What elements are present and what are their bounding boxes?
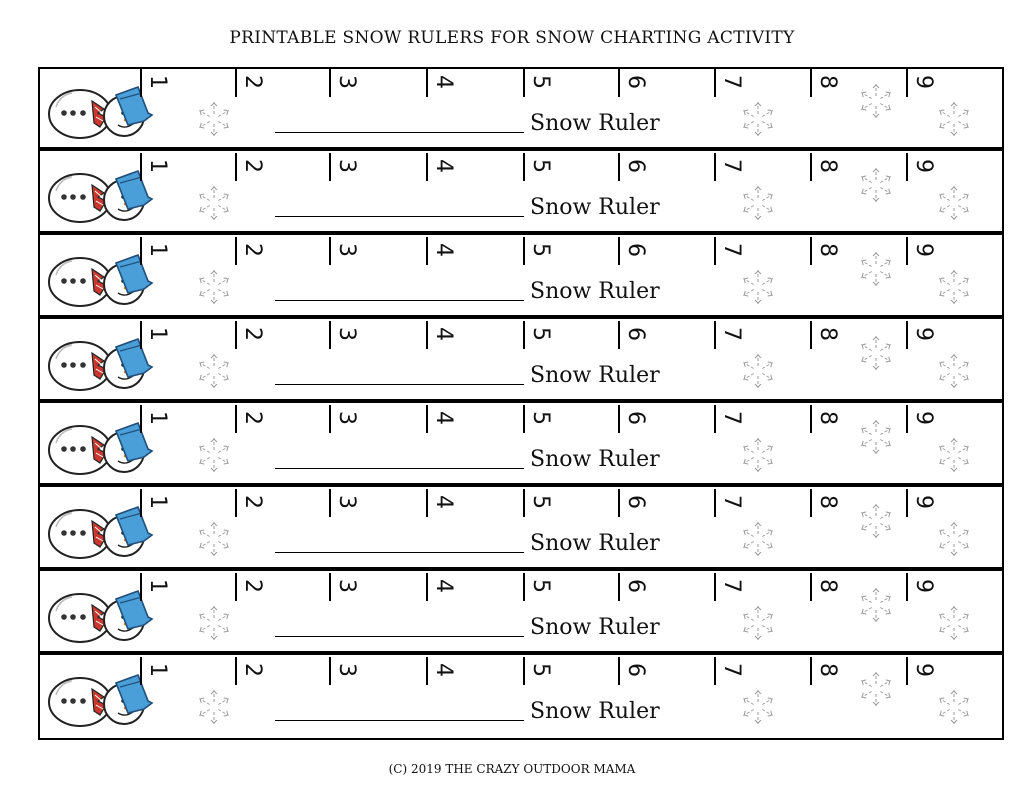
ruler-tick (523, 657, 525, 685)
ruler-number: 1 (145, 579, 170, 593)
snowflake-icon (736, 685, 780, 729)
snowflake-icon (736, 517, 780, 561)
ruler-number: 3 (334, 495, 359, 509)
ruler-number: 4 (431, 75, 456, 89)
ruler-number: 8 (815, 327, 840, 341)
copyright-footer: (C) 2019 THE CRAZY OUTDOOR MAMA (388, 762, 636, 776)
ruler-number: 6 (623, 663, 648, 677)
ruler-number: 7 (719, 579, 744, 593)
ruler-number: 9 (911, 579, 936, 593)
snow-ruler (40, 489, 1002, 571)
ruler-number: 4 (431, 159, 456, 173)
name-blank-line[interactable] (275, 468, 524, 469)
ruler-tick (140, 69, 142, 97)
ruler-tick (714, 153, 716, 181)
ruler-tick (810, 405, 812, 433)
ruler-number: 9 (911, 75, 936, 89)
ruler-number: 7 (719, 75, 744, 89)
ruler-tick (618, 237, 620, 265)
ruler-tick (426, 321, 428, 349)
snowflake-icon (854, 667, 898, 711)
snow-ruler (40, 321, 1002, 403)
ruler-number: 9 (911, 243, 936, 257)
ruler-tick (714, 237, 716, 265)
ruler-tick (523, 321, 525, 349)
snowflake-icon (736, 433, 780, 477)
snowflake-icon (932, 265, 976, 309)
ruler-tick (426, 405, 428, 433)
ruler-number: 5 (528, 159, 553, 173)
ruler-number: 5 (528, 411, 553, 425)
snowflake-icon (192, 265, 236, 309)
ruler-number: 2 (240, 159, 265, 173)
ruler-tick (235, 657, 237, 685)
snowflake-icon (854, 583, 898, 627)
name-blank-line[interactable] (275, 552, 524, 553)
ruler-tick (235, 489, 237, 517)
ruler-tick (140, 573, 142, 601)
ruler-tick (810, 657, 812, 685)
snowflake-icon (854, 163, 898, 207)
name-blank-line[interactable] (275, 132, 524, 133)
ruler-number: 5 (528, 243, 553, 257)
ruler-tick (523, 405, 525, 433)
ruler-number: 5 (528, 663, 553, 677)
ruler-number: 7 (719, 159, 744, 173)
snowflake-icon (854, 331, 898, 375)
snow-ruler (40, 573, 1002, 655)
ruler-number: 5 (528, 327, 553, 341)
ruler-tick (140, 405, 142, 433)
ruler-tick (329, 489, 331, 517)
ruler-tick (618, 153, 620, 181)
ruler-tick (523, 573, 525, 601)
snow-ruler (40, 237, 1002, 319)
ruler-number: 4 (431, 327, 456, 341)
ruler-tick (906, 237, 908, 265)
ruler-tick (140, 489, 142, 517)
ruler-tick (523, 69, 525, 97)
ruler-label: Snow Ruler (530, 447, 660, 472)
ruler-number: 9 (911, 327, 936, 341)
ruler-tick (714, 405, 716, 433)
ruler-number: 7 (719, 663, 744, 677)
ruler-number: 4 (431, 411, 456, 425)
ruler-number: 9 (911, 495, 936, 509)
ruler-number: 6 (623, 75, 648, 89)
snowflake-icon (192, 349, 236, 393)
ruler-number: 6 (623, 243, 648, 257)
ruler-tick (235, 573, 237, 601)
ruler-number: 7 (719, 495, 744, 509)
ruler-label: Snow Ruler (530, 279, 660, 304)
ruler-number: 1 (145, 243, 170, 257)
name-blank-line[interactable] (275, 300, 524, 301)
ruler-tick (906, 405, 908, 433)
ruler-tick (810, 321, 812, 349)
ruler-number: 2 (240, 663, 265, 677)
ruler-label: Snow Ruler (530, 531, 660, 556)
ruler-number: 4 (431, 663, 456, 677)
ruler-tick (618, 321, 620, 349)
ruler-tick (426, 237, 428, 265)
ruler-number: 1 (145, 327, 170, 341)
ruler-label: Snow Ruler (530, 615, 660, 640)
ruler-number: 2 (240, 243, 265, 257)
snowflake-icon (192, 517, 236, 561)
ruler-tick (426, 489, 428, 517)
ruler-tick (906, 69, 908, 97)
snowflake-icon (736, 601, 780, 645)
ruler-tick (618, 657, 620, 685)
ruler-number: 3 (334, 243, 359, 257)
ruler-number: 6 (623, 327, 648, 341)
ruler-tick (235, 237, 237, 265)
ruler-tick (810, 489, 812, 517)
snowflake-icon (854, 499, 898, 543)
ruler-tick (906, 489, 908, 517)
snowflake-icon (932, 181, 976, 225)
ruler-number: 3 (334, 327, 359, 341)
ruler-number: 2 (240, 75, 265, 89)
ruler-number: 8 (815, 411, 840, 425)
ruler-tick (235, 321, 237, 349)
ruler-tick (329, 321, 331, 349)
ruler-tick (714, 321, 716, 349)
snowflake-icon (192, 685, 236, 729)
ruler-number: 9 (911, 663, 936, 677)
ruler-number: 3 (334, 663, 359, 677)
ruler-number: 2 (240, 495, 265, 509)
snow-ruler (40, 69, 1002, 151)
ruler-number: 2 (240, 327, 265, 341)
ruler-tick (810, 69, 812, 97)
ruler-tick (140, 237, 142, 265)
ruler-tick (329, 153, 331, 181)
ruler-tick (714, 69, 716, 97)
ruler-tick (618, 489, 620, 517)
snowflake-icon (854, 415, 898, 459)
ruler-tick (810, 237, 812, 265)
ruler-tick (810, 153, 812, 181)
name-blank-line[interactable] (275, 216, 524, 217)
snow-ruler (40, 657, 1002, 738)
snowflake-icon (932, 97, 976, 141)
snowflake-icon (736, 181, 780, 225)
ruler-number: 3 (334, 579, 359, 593)
snow-ruler (40, 405, 1002, 487)
ruler-tick (523, 489, 525, 517)
ruler-number: 5 (528, 495, 553, 509)
ruler-number: 5 (528, 579, 553, 593)
ruler-tick (523, 237, 525, 265)
ruler-number: 8 (815, 663, 840, 677)
ruler-tick (523, 153, 525, 181)
ruler-tick (906, 153, 908, 181)
ruler-number: 1 (145, 495, 170, 509)
ruler-tick (235, 153, 237, 181)
ruler-tick (810, 573, 812, 601)
ruler-tick (714, 489, 716, 517)
ruler-tick (329, 405, 331, 433)
ruler-tick (329, 237, 331, 265)
ruler-label: Snow Ruler (530, 699, 660, 724)
ruler-number: 2 (240, 579, 265, 593)
ruler-sheet (38, 67, 1004, 740)
snowflake-icon (736, 265, 780, 309)
ruler-number: 5 (528, 75, 553, 89)
ruler-tick (329, 657, 331, 685)
ruler-number: 3 (334, 159, 359, 173)
ruler-tick (426, 153, 428, 181)
ruler-number: 7 (719, 327, 744, 341)
snowflake-icon (736, 97, 780, 141)
ruler-tick (329, 69, 331, 97)
ruler-label: Snow Ruler (530, 363, 660, 388)
ruler-label: Snow Ruler (530, 195, 660, 220)
snowflake-icon (932, 601, 976, 645)
ruler-number: 4 (431, 243, 456, 257)
ruler-number: 4 (431, 579, 456, 593)
ruler-tick (426, 69, 428, 97)
ruler-number: 6 (623, 579, 648, 593)
snowflake-icon (192, 433, 236, 477)
ruler-number: 9 (911, 411, 936, 425)
ruler-number: 6 (623, 411, 648, 425)
ruler-tick (329, 573, 331, 601)
ruler-number: 8 (815, 579, 840, 593)
snowflake-icon (736, 349, 780, 393)
snowflake-icon (192, 601, 236, 645)
ruler-number: 8 (815, 495, 840, 509)
snowflake-icon (932, 517, 976, 561)
ruler-number: 6 (623, 159, 648, 173)
ruler-label: Snow Ruler (530, 111, 660, 136)
ruler-tick (906, 657, 908, 685)
ruler-number: 3 (334, 75, 359, 89)
snowflake-icon (932, 685, 976, 729)
name-blank-line[interactable] (275, 636, 524, 637)
ruler-number: 8 (815, 159, 840, 173)
snowflake-icon (192, 181, 236, 225)
ruler-tick (906, 573, 908, 601)
ruler-tick (714, 573, 716, 601)
snowflake-icon (854, 247, 898, 291)
page-title: PRINTABLE SNOW RULERS FOR SNOW CHARTING ACTIVITY (229, 28, 795, 48)
ruler-number: 9 (911, 159, 936, 173)
ruler-number: 7 (719, 243, 744, 257)
ruler-number: 3 (334, 411, 359, 425)
ruler-tick (714, 657, 716, 685)
name-blank-line[interactable] (275, 720, 524, 721)
ruler-number: 1 (145, 159, 170, 173)
ruler-number: 8 (815, 75, 840, 89)
ruler-tick (618, 573, 620, 601)
snowflake-icon (854, 79, 898, 123)
ruler-tick (140, 153, 142, 181)
ruler-tick (235, 69, 237, 97)
ruler-number: 6 (623, 495, 648, 509)
ruler-number: 8 (815, 243, 840, 257)
ruler-tick (140, 321, 142, 349)
ruler-number: 2 (240, 411, 265, 425)
ruler-tick (426, 573, 428, 601)
snowflake-icon (192, 97, 236, 141)
ruler-number: 4 (431, 495, 456, 509)
ruler-tick (140, 657, 142, 685)
ruler-tick (906, 321, 908, 349)
ruler-tick (618, 405, 620, 433)
ruler-number: 1 (145, 75, 170, 89)
ruler-tick (618, 69, 620, 97)
ruler-tick (426, 657, 428, 685)
ruler-tick (235, 405, 237, 433)
snowflake-icon (932, 433, 976, 477)
name-blank-line[interactable] (275, 384, 524, 385)
ruler-number: 1 (145, 411, 170, 425)
snow-ruler (40, 153, 1002, 235)
snowflake-icon (932, 349, 976, 393)
ruler-number: 7 (719, 411, 744, 425)
ruler-number: 1 (145, 663, 170, 677)
